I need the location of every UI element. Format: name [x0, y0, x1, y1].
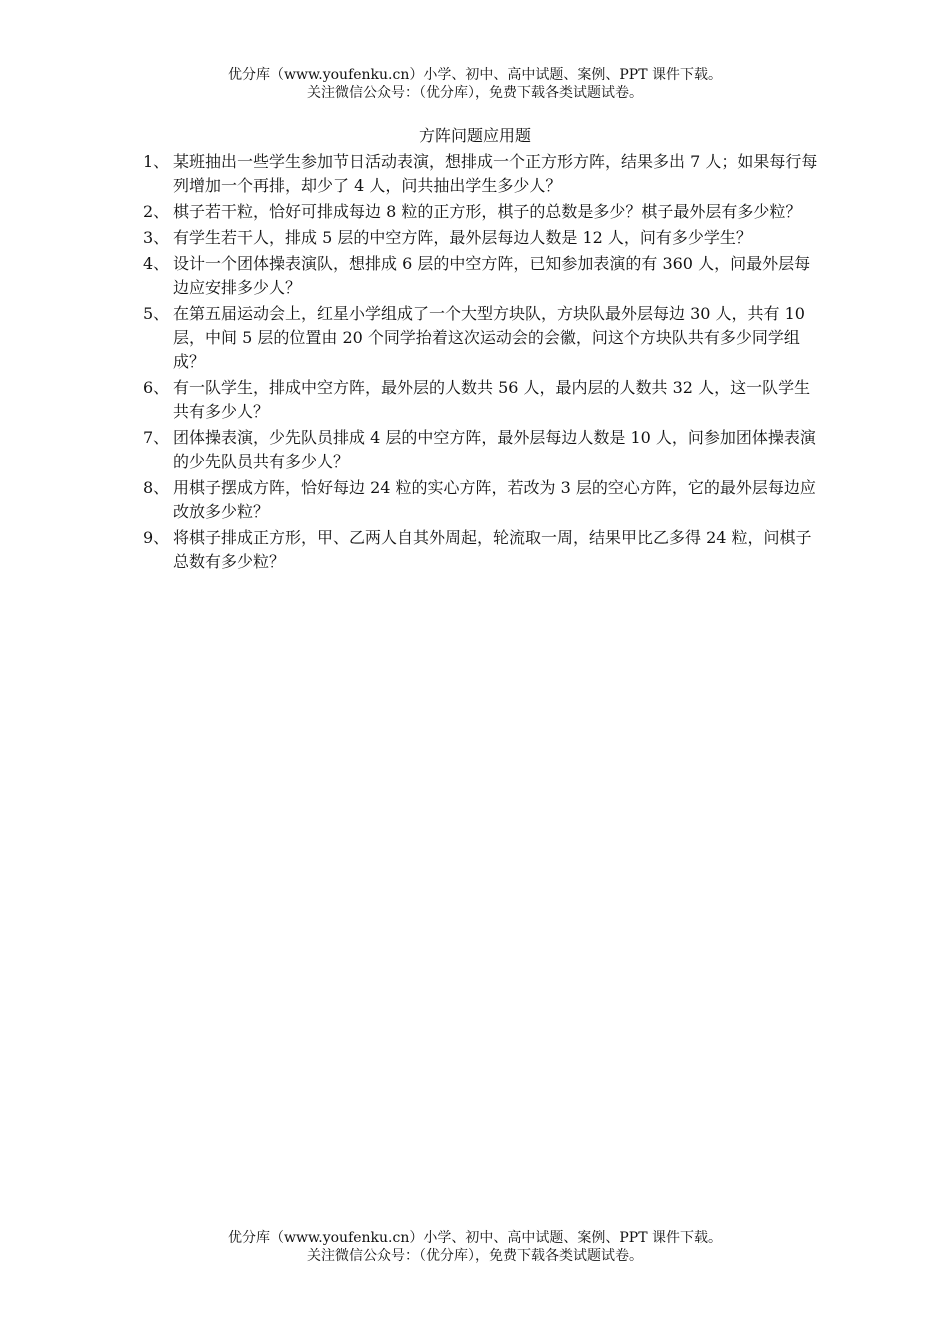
question-item [143, 476, 823, 524]
question-item [143, 150, 823, 198]
question-number: 3、 [143, 228, 170, 247]
question-text: 某班抽出一些学生参加节日活动表演，想排成一个正方形方阵，结果多出 7 人；如果每行每列增加一个再排，却少了 4 人，问共抽出学生多少人？ [173, 152, 818, 195]
document-title: 方阵问题应用题 [418, 126, 531, 145]
question-text: 用棋子摆成方阵，恰好每边 24 粒的实心方阵，若改为 3 层的空心方阵，它的最外层每边应改放多少粒？ [173, 478, 816, 521]
header-line-2: 关注微信公众号：（优分库），免费下载各类试题试卷。 [307, 85, 643, 101]
question-number: 1、 [143, 152, 170, 171]
question-text: 在第五届运动会上，红星小学组成了一个大型方块队，方块队最外层每边 30 人，共有 10 层，中间 5 层的位置由 20 个同学抬着这次运动会的会徽，问这个方块队共有多少同学组成？ [173, 304, 805, 371]
question-text: 设计一个团体操表演队，想排成 6 层的中空方阵，已知参加表演的有 360 人，问最外层每边应安排多少人？ [173, 254, 811, 297]
question-list [143, 150, 823, 576]
question-item [143, 376, 823, 424]
question-number: 7、 [143, 428, 170, 447]
question-item [143, 226, 823, 250]
question-item [143, 252, 823, 300]
question-number: 4、 [143, 254, 170, 273]
question-text: 有一队学生，排成中空方阵，最外层的人数共 56 人，最内层的人数共 32 人，这一队学生共有多少人？ [173, 378, 811, 421]
question-text: 棋子若干粒，恰好可排成每边 8 粒的正方形，棋子的总数是多少？棋子最外层有多少粒？ [173, 202, 802, 221]
question-item [143, 302, 823, 374]
question-item [143, 200, 823, 224]
header-line-1: 优分库（www.youfenku.cn）小学、初中、高中试题、案例、PPT 课件下载。 [227, 67, 722, 83]
question-number: 6、 [143, 378, 170, 397]
page-footer [0, 1229, 950, 1265]
footer-line-2: 关注微信公众号：（优分库），免费下载各类试题试卷。 [307, 1248, 643, 1264]
question-number: 5、 [143, 304, 170, 323]
question-text: 有学生若干人，排成 5 层的中空方阵，最外层每边人数是 12 人，问有多少学生？ [173, 228, 752, 247]
question-text: 团体操表演，少先队员排成 4 层的中空方阵，最外层每边人数是 10 人，问参加团体操表演的少先队员共有多少人？ [173, 428, 816, 471]
footer-line-1: 优分库（www.youfenku.cn）小学、初中、高中试题、案例、PPT 课件下载。 [227, 1230, 722, 1246]
question-number: 8、 [143, 478, 170, 497]
page-header [0, 66, 950, 102]
question-item [143, 426, 823, 474]
question-item [143, 526, 823, 574]
question-number: 9、 [143, 528, 170, 547]
question-text: 将棋子排成正方形，甲、乙两人自其外周起，轮流取一周，结果甲比乙多得 24 粒，问棋子总数有多少粒？ [173, 528, 812, 571]
question-number: 2、 [143, 202, 170, 221]
